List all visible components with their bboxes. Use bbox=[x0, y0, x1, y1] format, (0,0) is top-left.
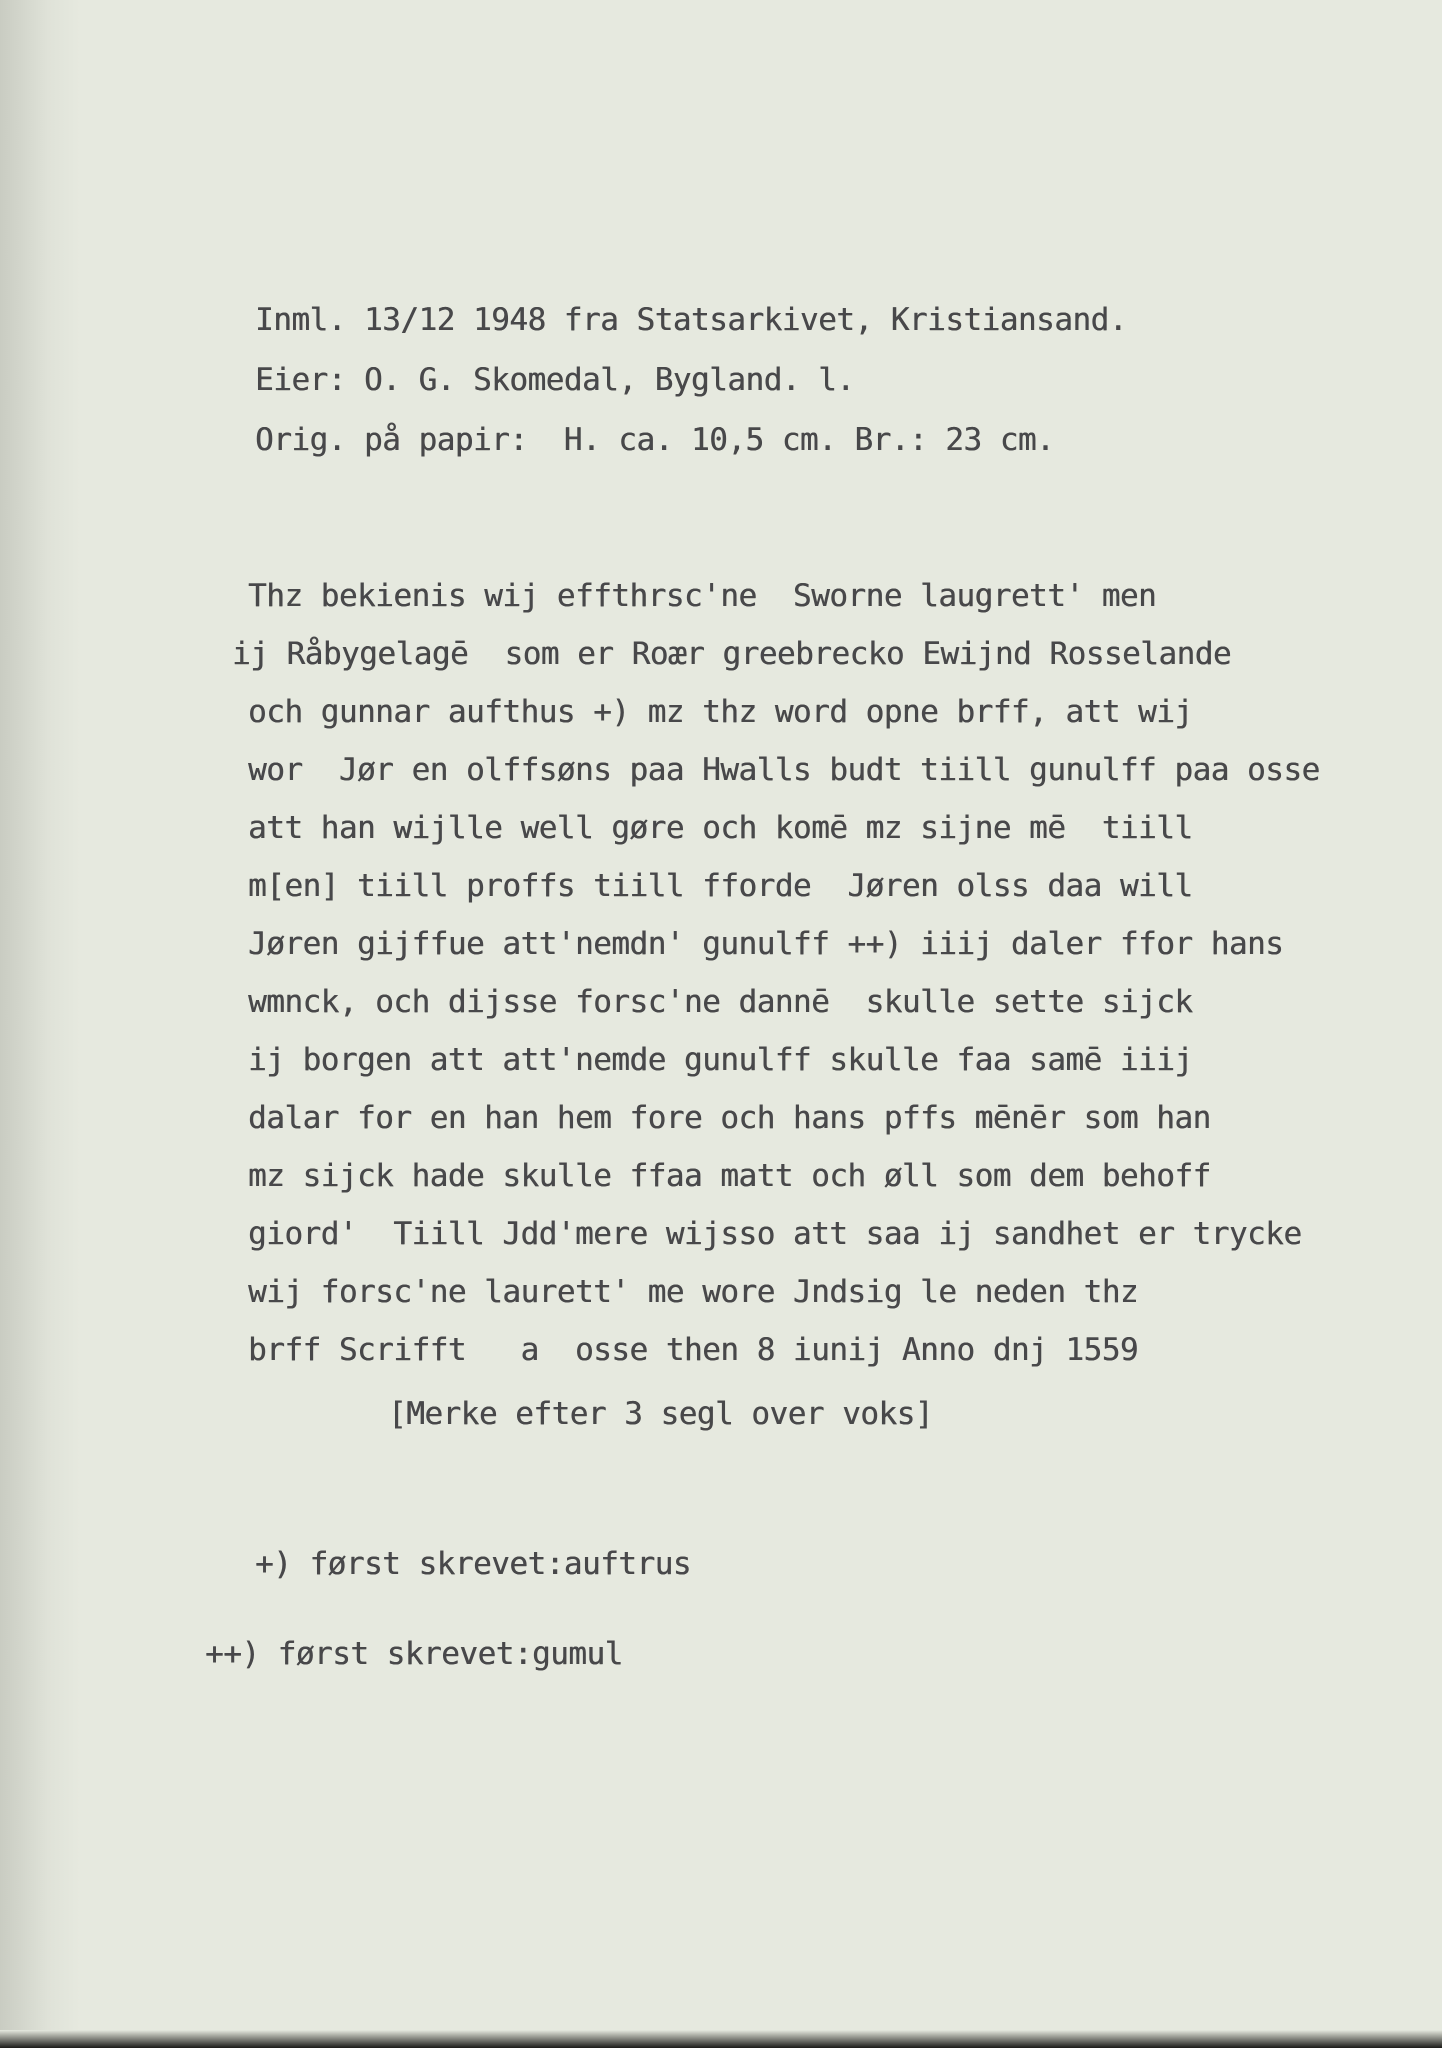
header-received-line: Inml. 13/12 1948 fra Statsarkivet, Kristiansand. bbox=[255, 302, 1127, 338]
transcription-line: och gunnar aufthus +) mz thz word opne brff, att wij bbox=[248, 694, 1193, 730]
page-bottom-edge bbox=[0, 2030, 1442, 2048]
transcription-line: wmnck, och dijsse forsc'ne dannē skulle sette sijck bbox=[248, 984, 1193, 1020]
transcription-line: ij borgen att att'nemde gunulff skulle faa samē iiij bbox=[248, 1042, 1193, 1078]
transcription-line: brff Scrifft a osse then 8 iunij Anno dnj 1559 bbox=[248, 1332, 1139, 1368]
transcription-line: giord' Tiill Jdd'mere wijsso att saa ij sandhet er trycke bbox=[248, 1216, 1302, 1252]
footnote-second: ++) først skrevet:gumul bbox=[205, 1636, 623, 1672]
transcription-line: att han wijlle well gøre och komē mz sijne mē tiill bbox=[248, 810, 1193, 846]
transcription-line: m[en] tiill proffs tiill fforde Jøren olss daa will bbox=[248, 868, 1193, 904]
transcription-line: wor Jør en olffsøns paa Hwalls budt tiill gunulff paa osse bbox=[248, 752, 1320, 788]
transcription-line: wij forsc'ne laurett' me wore Jndsig le neden thz bbox=[248, 1274, 1139, 1310]
footnote-first: +) først skrevet:auftrus bbox=[255, 1546, 691, 1582]
transcription-line: Thz bekienis wij effthrsc'ne Sworne laugrett' men bbox=[248, 578, 1157, 614]
transcription-line: mz sijck hade skulle ffaa matt och øll som dem behoff bbox=[248, 1158, 1211, 1194]
transcription-line: ij Råbygelagē som er Roær greebrecko Ewijnd Rosselande bbox=[232, 636, 1231, 672]
header-original-line: Orig. på papir: H. ca. 10,5 cm. Br.: 23 cm. bbox=[255, 422, 1055, 458]
transcription-line: Jøren gijffue att'nemdn' gunulff ++) iiij daler ffor hans bbox=[248, 926, 1284, 962]
seal-note: [Merke efter 3 segl over voks] bbox=[388, 1396, 933, 1432]
page-left-shadow bbox=[0, 0, 80, 2048]
header-owner-line: Eier: O. G. Skomedal, Bygland. l. bbox=[255, 362, 855, 398]
transcription-line: dalar for en han hem fore och hans pffs mēnēr som han bbox=[248, 1100, 1211, 1136]
